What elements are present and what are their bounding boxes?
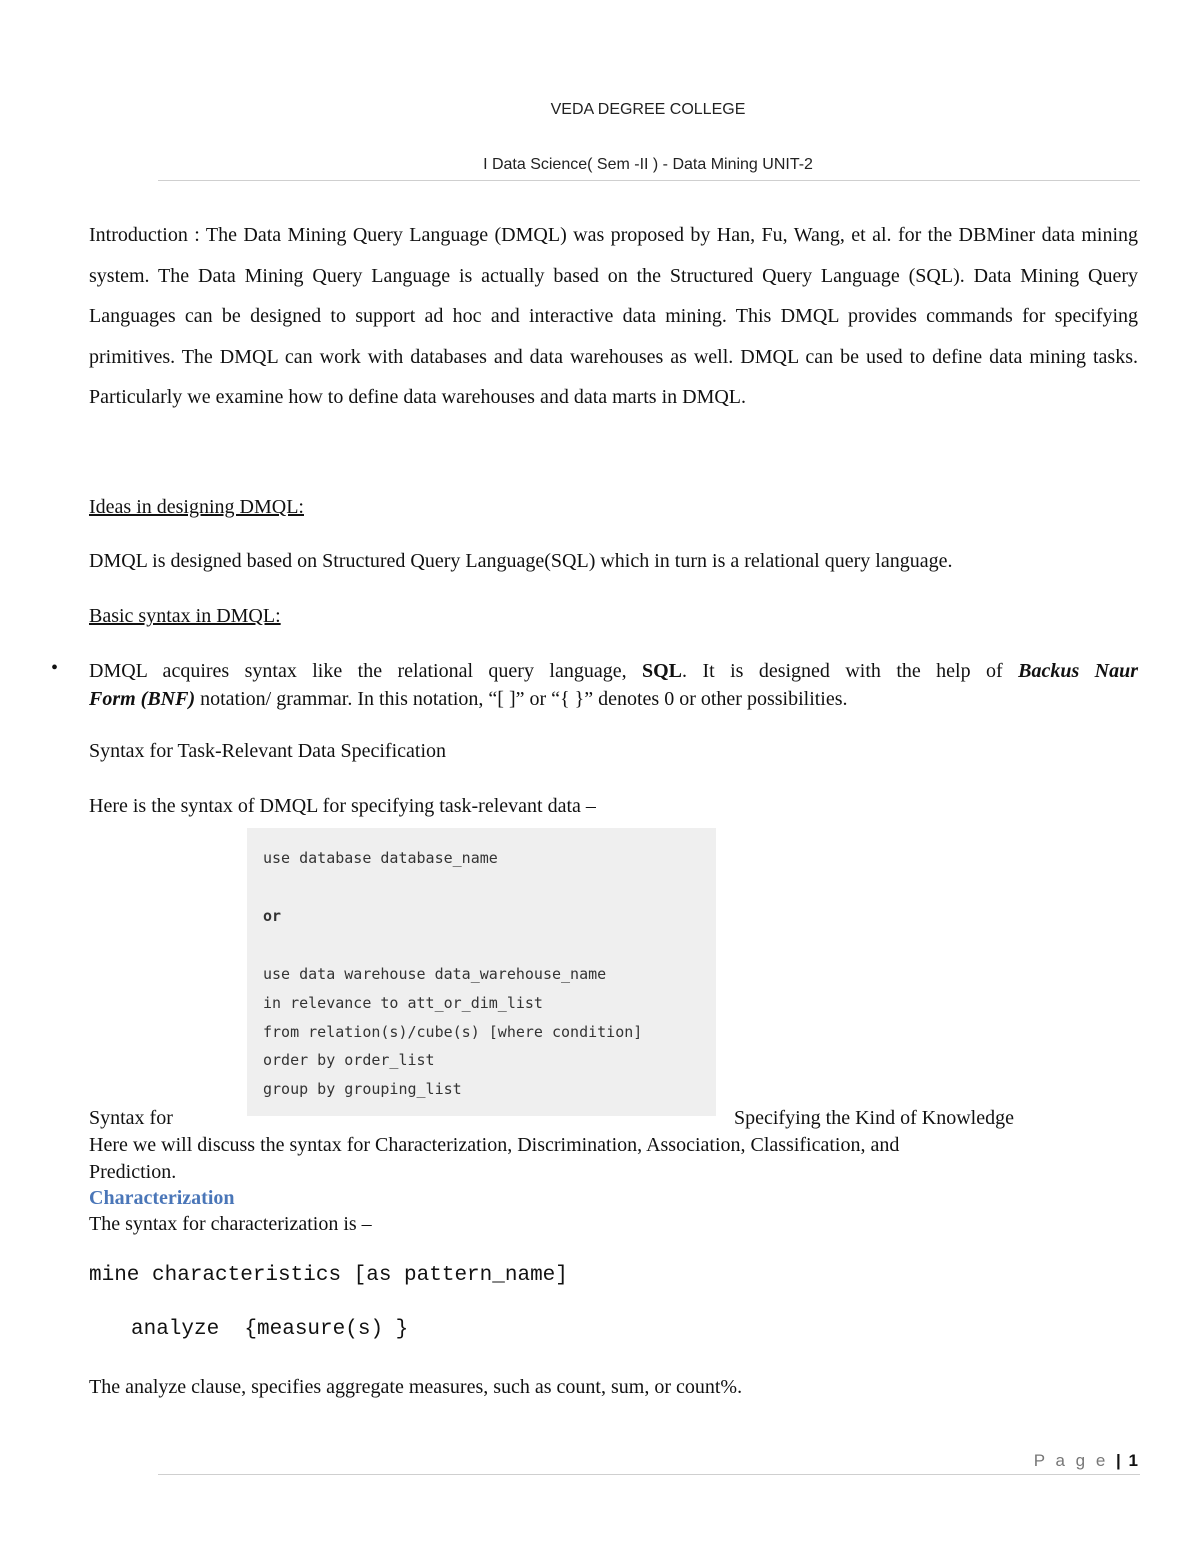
page-number-value: 1 [1128, 1451, 1138, 1470]
syntax-heading: Basic syntax in DMQL: [89, 605, 281, 627]
characterization-heading: Characterization [89, 1187, 235, 1209]
code-block [247, 828, 716, 1116]
college-name: VEDA DEGREE COLLEGE [550, 101, 746, 118]
knowledge-syntax-for: Syntax for [89, 1107, 173, 1129]
bullet-text-part1: DMQL acquires syntax like the relational query language, [89, 660, 642, 682]
bullet-text-part3: notation/ grammar. In this notation, “[ ]” or “{ }” denotes 0 or other possibilities. [195, 688, 848, 710]
knowledge-text-line1: Here we will discuss the syntax for Characterization, Discrimination, Association, Classification, and [89, 1134, 900, 1156]
code-line: group by grouping_list [263, 1080, 462, 1098]
code-line: or [263, 907, 282, 925]
bullet-text-part2: . It is designed with the help of [682, 660, 1019, 682]
footer-divider [158, 1474, 1140, 1475]
characterization-note: The analyze clause, specifies aggregate measures, such as count, sum, or count%. [89, 1376, 743, 1398]
page-number [1034, 1451, 1138, 1471]
code-line: use database database_name [263, 849, 498, 867]
syntax-bullet-text [89, 657, 1138, 713]
task-relevant-intro: Here is the syntax of DMQL for specifying task-relevant data – [89, 795, 596, 817]
bullet-bnf-part2: Form (BNF) [89, 688, 196, 710]
knowledge-text-line2: Prediction. [89, 1161, 177, 1183]
bullet-sql: SQL [642, 660, 683, 682]
code-line: from relation(s)/cube(s) [where condition] [263, 1023, 643, 1041]
intro-paragraph: Introduction : The Data Mining Query Language (DMQL) was proposed by Han, Fu, Wang, et al. for the DBMiner data mining system. The Data Mining Query Language is actually based on the Structured Query Language (SQL). Data Mining Query Languages can be designed to support ad hoc and interactive data mining. This DMQL provides commands for specifying primitives. The DMQL can work with databases and data warehouses as well. DMQL can be used to define data mining tasks. Particularly we examine how to define data warehouses and data marts in DMQL. [89, 224, 1138, 408]
ideas-text: DMQL is designed based on Structured Query Language(SQL) which in turn is a relational query language. [89, 550, 953, 572]
task-relevant-title: Syntax for Task-Relevant Data Specification [89, 740, 447, 762]
code-line: use data warehouse data_warehouse_name [263, 965, 607, 983]
characterization-intro: The syntax for characterization is – [89, 1213, 372, 1235]
knowledge-title: Specifying the Kind of Knowledge [734, 1107, 1014, 1129]
code-line: in relevance to att_or_dim_list [263, 994, 543, 1012]
ideas-heading: Ideas in designing DMQL: [89, 496, 304, 518]
bullet-bnf-part1: Backus Naur [1018, 660, 1138, 682]
bullet-dot: • [51, 657, 59, 679]
header-divider [158, 180, 1140, 181]
code-line: order by order_list [263, 1051, 435, 1069]
page-separator: | [1116, 1451, 1121, 1470]
characterization-code-line1: mine characteristics [as pattern_name] [89, 1264, 568, 1287]
course-title: I Data Science( Sem -II ) - Data Mining UNIT-2 [483, 156, 813, 173]
syntax-bullet-line1 [89, 657, 1138, 685]
characterization-code-line2: analyze {measure(s) } [131, 1318, 409, 1341]
syntax-bullet-line2 [89, 685, 1138, 713]
page-label: P a g e [1033, 1451, 1109, 1470]
